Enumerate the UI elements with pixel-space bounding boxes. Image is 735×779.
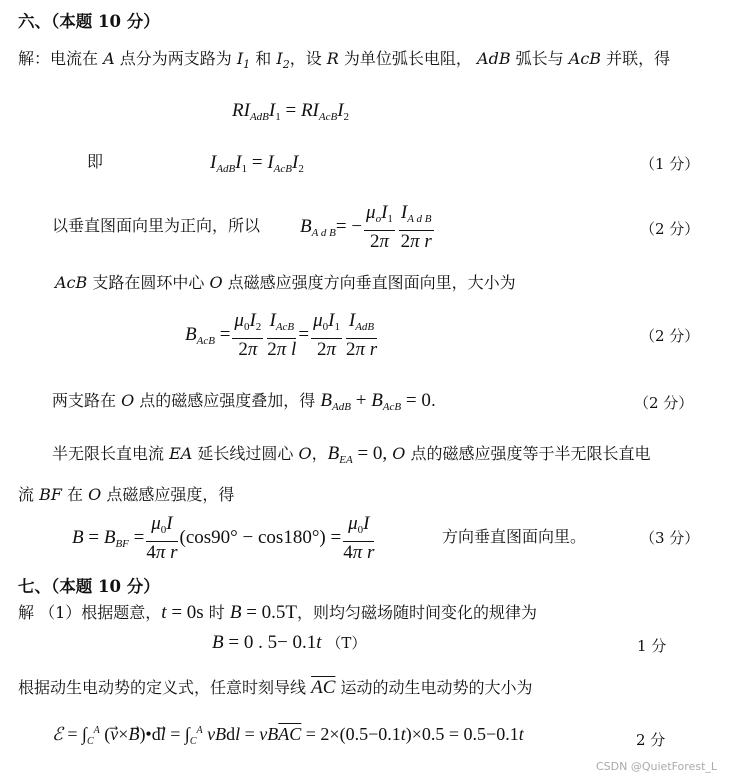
equation-1: $RI_{AdB}I_1 = RI_{AcB}I_2$ bbox=[232, 100, 350, 123]
equation-b-of-t: B = 0 . 5− 0.1t （T） bbox=[212, 632, 367, 653]
text-bf: 流 BF 在 O 点磁感应强度，得 bbox=[18, 485, 235, 504]
score-2: （2 分） bbox=[640, 220, 700, 238]
text-motional-emf: 根据动生电动势的定义式，任意时刻导线 $\overline{AC}$ 运动的动生电动势的大小为 bbox=[18, 677, 533, 698]
score-3: （2 分） bbox=[640, 327, 700, 345]
ji-label: 即 bbox=[87, 152, 104, 171]
section7-title: 七、（本题 10 分） bbox=[18, 577, 160, 596]
direction-note: 方向垂直图面向里。 bbox=[442, 527, 587, 546]
score-5: （3 分） bbox=[640, 529, 700, 547]
score-1: （1 分） bbox=[640, 155, 700, 173]
text-semi-infinite: 半无限长直电流 EA 延长线过圆心 O，$B_{EA} = 0$, O 点的磁感应强度等于半无限长直电 bbox=[52, 443, 651, 466]
equation-emf: ℰ = $\int_C^A$ (v⃗×B⃗)•dl⃗ = $\int_C^A$ vBdl = $vB\overline{AC} = 2\times(0.5-0.1t)\times 0.5 = 0.5-0.1t$ bbox=[52, 724, 524, 747]
score-4: （2 分） bbox=[634, 394, 694, 412]
equation-2: $I_{AdB}I_1 = I_{AcB}I_2$ bbox=[210, 152, 304, 175]
watermark: CSDN @QuietForest_L bbox=[596, 760, 718, 773]
text-direction: 以垂直图面向里为正向，所以 bbox=[52, 216, 261, 235]
equation-4: $B_{AcB}$ = $\frac{\mu_0I_2}{2\pi}$ $\frac{I_{AcB}}{\text{2π l}}$ = $\frac{\mu_0I_1}{2\pi}$ $\frac{I_{AdB}}{\text{2π r}}$ bbox=[185, 310, 378, 360]
solution-intro: 解：电流在 A 点分为两支路为 $I_1$ 和 $I_2$，设 R 为单位弧长电阻， AdB 弧长与 AcB 并联，得 bbox=[18, 49, 671, 71]
solution-7-intro: 解 （1）根据题意，t = 0s 时 B = 0.5T，则均匀磁场随时间变化的规律为 bbox=[18, 602, 538, 623]
score-6: 1 分 bbox=[637, 637, 667, 655]
equation-5: $B = B_{BF}$ = $\frac{\mu_0I}{\text{4π r}}$ (cos90° − cos180°) = $\frac{\mu_0I}{\text{4π r}}$ bbox=[72, 513, 375, 563]
section6-title: 六、（本题 10 分） bbox=[18, 12, 160, 31]
equation-3: $B_{A d B}=$ − $\frac{\mu_oI_1}{2\pi}$ $\frac{I_{A d B}}{\text{2π r}}$ bbox=[300, 202, 432, 252]
text-acb: AcB 支路在圆环中心 O 点磁感应强度方向垂直图面向里，大小为 bbox=[55, 273, 516, 292]
score-7: 2 分 bbox=[636, 731, 666, 749]
text-sum: 两支路在 O 点的磁感应强度叠加，得 $B_{AdB} + B_{AcB} = 0$. bbox=[52, 390, 436, 413]
